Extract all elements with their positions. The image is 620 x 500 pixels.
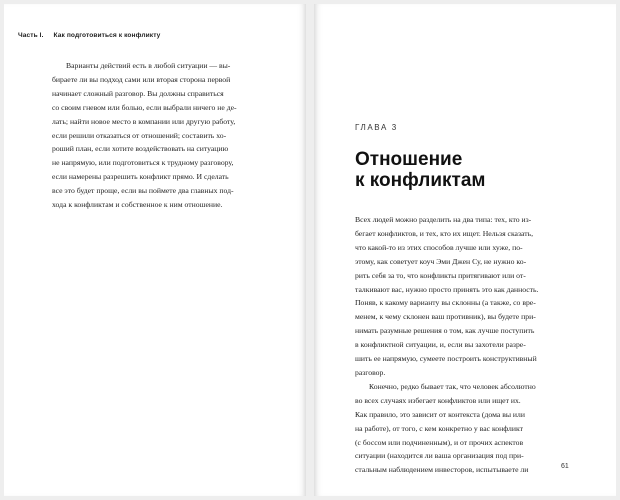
text-line: шить ее напрямую, сумеете построить конструктивный — [355, 354, 537, 364]
text-line: лать; найти новое место в компании или другую работу, — [52, 116, 236, 126]
text-line: если намерены разрешить конфликт прямо. И сделать — [52, 172, 229, 182]
text-line: нимать разумные решения о том, как лучше поступить — [355, 326, 535, 336]
text-line: во всех случаях избегает конфликтов или ищет их. — [355, 395, 521, 405]
text-line: если решили отказаться от отношений; составить хо- — [52, 130, 227, 140]
chapter-label: ГЛАВА 3 — [355, 123, 398, 132]
text-line: ситуации (находится ли ваша организация под при- — [355, 451, 524, 461]
text-line: бегает конфликтов, и тех, кто их ищет. Нельзя сказать, — [355, 228, 534, 238]
left-page — [4, 4, 306, 496]
text-line: Как правило, это зависит от контекста (дома вы или — [355, 409, 525, 419]
text-line: бираете ли вы подход сами или вторая сторона первой — [52, 74, 231, 84]
text-line: роший план, если хотите воздействовать на ситуацию — [52, 144, 229, 154]
text-line: рить себя за то, что конфликты притягивают или от- — [355, 270, 526, 280]
right-body — [355, 213, 589, 477]
text-line: Конечно, редко бывает так, что человек абсолютно — [369, 381, 536, 391]
text-line: хода к конфликтам и собственное к ним отношение. — [52, 200, 223, 210]
text-line: что какой-то из этих способов лучше или хуже, по- — [355, 242, 523, 252]
text-line: Варианты действий есть в любой ситуации — вы- — [66, 61, 231, 70]
right-page — [314, 4, 616, 496]
left-paragraph — [52, 59, 282, 212]
chapter-title-line: Отношение — [355, 149, 463, 170]
text-line: менем, к чему склонен ваш противник), вы будете при- — [355, 312, 536, 322]
running-head — [18, 32, 160, 39]
chapter-title-line: к конфликтам — [355, 170, 486, 191]
text-line: не напрямую, или подготовиться к трудному разговору, — [52, 158, 234, 168]
text-line: талкивают вас, нужно просто принять это как данность. — [355, 284, 539, 294]
text-line: разговор. — [355, 367, 386, 377]
text-line: на работе), от того, с кем конкретно у вас конфликт — [355, 423, 523, 433]
text-line: Всех людей можно разделить на два типа: тех, кто из- — [355, 215, 532, 224]
text-line: (с боссом или подчиненным), и от прочих аспектов — [355, 437, 524, 447]
text-line: этому, как советует коуч Эми Джен Су, не нужно ко- — [355, 256, 527, 266]
text-line: со своим гневом или болью, если выбрали ничего не де- — [52, 102, 237, 112]
text-line: все это будет проще, если вы поймете два главных под- — [52, 186, 234, 196]
text-line: стальным наблюдением инвесторов, испытываете ли — [355, 465, 529, 475]
running-head-title: Как подготовиться к конфликту — [53, 32, 161, 39]
page-number: 61 — [561, 463, 569, 470]
running-head-part: Часть I. — [18, 32, 44, 39]
chapter-title — [355, 149, 485, 191]
text-line: начинает сложный разговор. Вы должны справиться — [52, 88, 224, 98]
text-line: в конфликтной ситуации, и, если вы захотели разре- — [355, 340, 526, 350]
text-line: Поняв, к какому варианту вы склонны (а также, со вре- — [355, 298, 536, 308]
